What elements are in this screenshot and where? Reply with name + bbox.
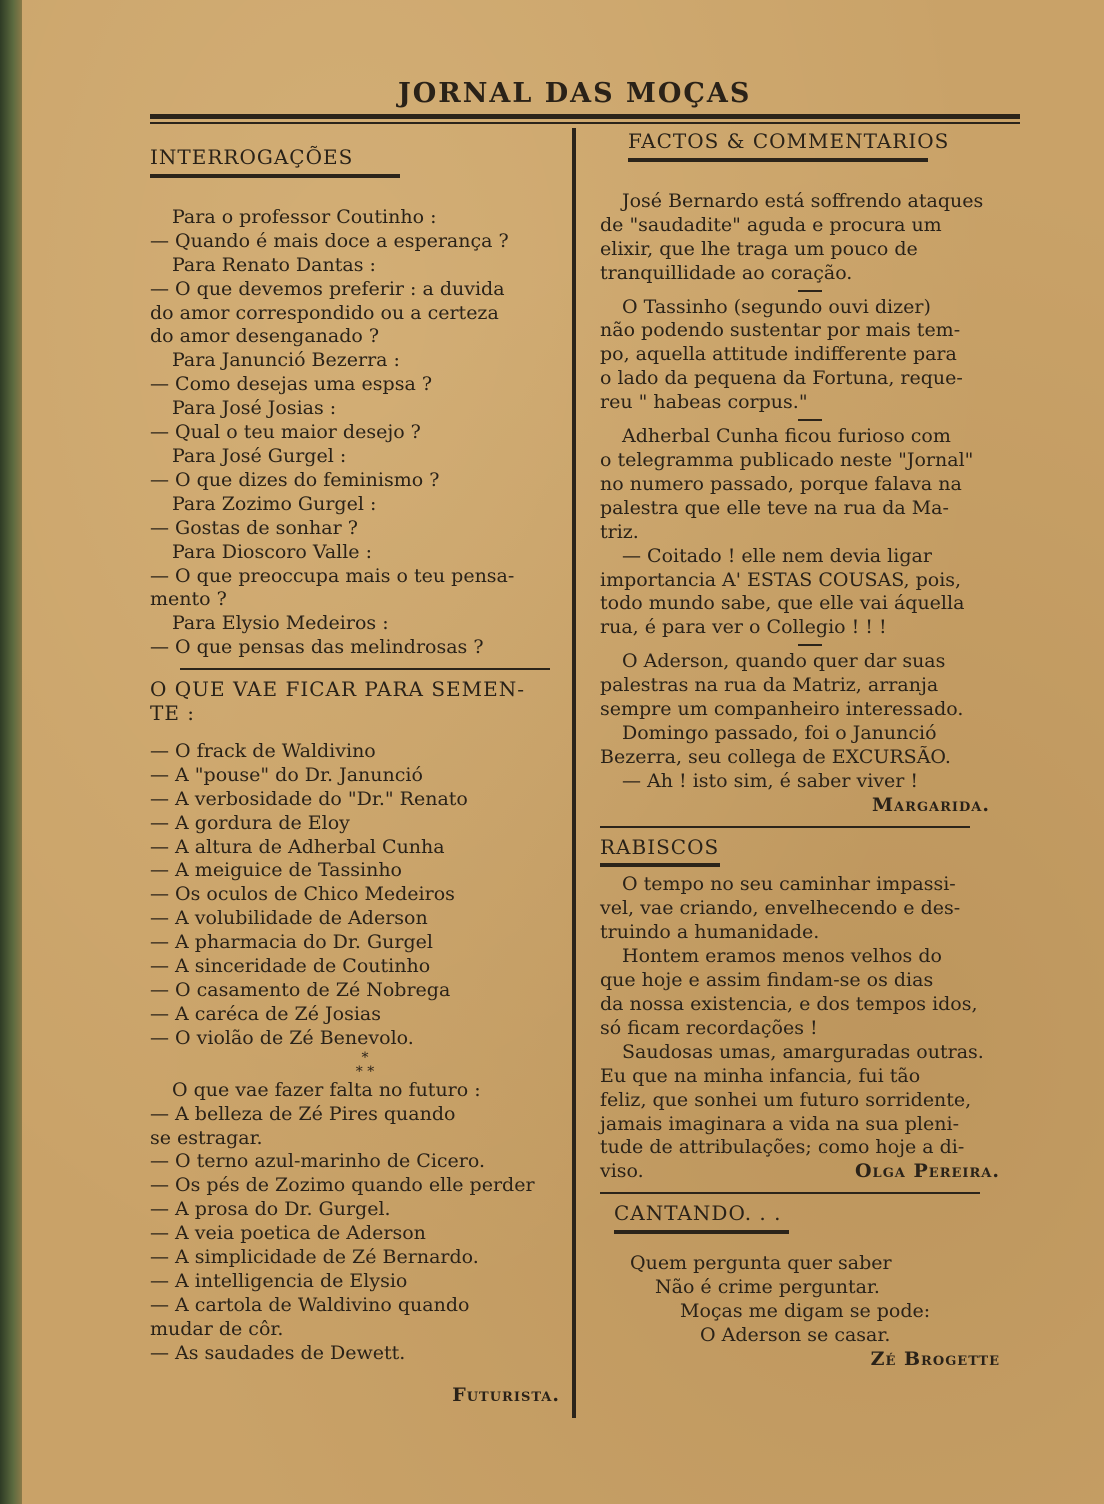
list-item: Para José Gurgel :	[172, 444, 347, 467]
short-rule	[798, 290, 822, 292]
factos-heading: FACTOS & COMMENTARIOS	[628, 129, 950, 153]
text-line-with-signature	[600, 1160, 1020, 1184]
verse-line: Não é crime perguntar.	[655, 1276, 880, 1299]
text-line: jamais imaginara a vida na sua pleni-	[600, 1112, 959, 1135]
text-line: palestras na rua da Matriz, arranja	[600, 674, 939, 697]
text-line: tude de attribulações; como hoje a di-	[600, 1136, 965, 1159]
text-line: triz.	[600, 520, 639, 543]
list-item: — Os oculos de Chico Medeiros	[150, 883, 455, 906]
cantando-heading: CANTANDO. . .	[614, 1201, 782, 1226]
list-item: — A altura de Adherbal Cunha	[150, 835, 445, 858]
cantando-verse	[600, 1252, 1020, 1348]
list-item: — O frack de Waldivino	[150, 739, 376, 762]
list-item: O que vae fazer falta no futuro :	[172, 1078, 481, 1101]
rabiscos-heading: RABISCOS	[600, 834, 720, 859]
interrogacoes-list	[150, 206, 580, 660]
text-line: Hontem eramos menos velhos do	[622, 945, 942, 968]
page-edge	[0, 0, 22, 1504]
text-line: O Tassinho (segundo ouvi dizer)	[622, 295, 931, 318]
text-line: — Coitado ! elle nem devia ligar	[622, 544, 932, 567]
text-line: José Bernardo está soffrendo ataques	[622, 189, 984, 212]
text-line: truindo a humanidade.	[600, 921, 820, 944]
text-line: de "saudadite" aguda e procura um	[600, 213, 942, 236]
factos-paragraph-2	[600, 296, 1020, 416]
short-rule	[798, 419, 822, 421]
list-item: — A "pouse" do Dr. Janunció	[150, 763, 423, 786]
list-item: — A belleza de Zé Pires quando	[150, 1102, 456, 1125]
text-line: que hoje e assim findam-se os dias	[600, 969, 934, 992]
list-item: Para José Josias :	[172, 397, 337, 420]
list-item: — Como desejas uma espsa ?	[150, 373, 433, 396]
section-separator	[600, 1192, 980, 1194]
text-line: Saudosas umas, amarguradas outras.	[622, 1040, 984, 1063]
list-item: — O casamento de Zé Nobrega	[150, 979, 451, 1001]
list-item: — A pharmacia do Dr. Gurgel	[150, 931, 433, 954]
text-line: po, aquella attitude indifferente para	[600, 343, 957, 366]
section-separator	[600, 826, 970, 828]
text-line: importancia A' ESTAS COUSAS, pois,	[600, 568, 962, 591]
text-line: tranquillidade ao coração.	[600, 261, 853, 284]
list-item: Para o professor Coutinho :	[172, 205, 437, 228]
ornament-star: *	[361, 1049, 369, 1066]
text-line: O tempo no seu caminhar impassi-	[622, 873, 956, 896]
text-line: o telegramma publicado neste "Jornal"	[600, 448, 974, 471]
verse-line: Moças me digam se pode:	[680, 1299, 931, 1322]
text-line: Eu que na minha infancia, fui tão	[600, 1064, 921, 1087]
masthead-title: JORNAL DAS MOÇAS	[398, 78, 752, 109]
text-line: o lado da pequena da Fortuna, reque-	[600, 367, 963, 390]
text-line: vel, vae criando, envelhecendo e des-	[600, 897, 961, 920]
list-item: — Gostas de sonhar ?	[150, 516, 358, 539]
left-column	[150, 146, 580, 1408]
list-item: — A veia poetica de Aderson	[150, 1222, 426, 1245]
list-item: — O que preoccupa mais o teu pensa-	[150, 564, 515, 587]
signature-ze-brogette: Zé Brogette	[870, 1347, 1000, 1370]
text-line: Adherbal Cunha ficou furioso com	[622, 425, 951, 448]
factos-paragraph-1	[600, 190, 1020, 286]
list-item: — A cartola de Waldivino quando	[150, 1293, 470, 1316]
list-item: mento ?	[150, 588, 227, 611]
list-item: — O que devemos preferir : a duvida	[150, 277, 505, 300]
signature-futurista: Futurista.	[452, 1383, 560, 1406]
text-line: só ficam recordações !	[600, 1016, 818, 1039]
semente-heading: O QUE VAE FICAR PARA SEMEN-	[150, 677, 525, 702]
text-line: — Ah ! isto sim, é saber viver !	[622, 769, 919, 792]
masthead	[150, 78, 1020, 126]
semente-heading-cont: TE :	[150, 701, 196, 726]
list-item: — A caréca de Zé Josias	[150, 1002, 381, 1025]
semente-list	[150, 740, 580, 1051]
text-line: Bezerra, seu collega de EXCURSÃO.	[600, 745, 951, 768]
text-line: da nossa existencia, e dos tempos idos,	[600, 993, 978, 1015]
ornament-star-pair: * *	[355, 1063, 375, 1080]
text-line: elixir, que lhe traga um pouco de	[600, 237, 918, 260]
list-item: Para Zozimo Gurgel :	[172, 492, 377, 515]
list-item: do amor desenganado ?	[150, 325, 380, 348]
ornament-stars	[150, 1051, 580, 1079]
text-line: O Aderson, quando quer dar suas	[622, 650, 946, 673]
list-item: Para Dioscoro Valle :	[172, 540, 372, 563]
list-item: Para Janunció Bezerra :	[172, 349, 400, 372]
short-rule	[798, 644, 822, 646]
falta-list	[150, 1079, 580, 1366]
text-line: não podendo sustentar por mais tem-	[600, 319, 961, 342]
verse-line: O Aderson se casar.	[700, 1323, 891, 1346]
list-item: — A sinceridade de Coutinho	[150, 955, 431, 978]
list-item: — A prosa do Dr. Gurgel.	[150, 1198, 391, 1221]
list-item: Para Renato Dantas :	[172, 253, 376, 276]
signature-margarida: Margarida.	[872, 793, 990, 816]
text-line: Domingo passado, foi o Janunció	[622, 721, 937, 744]
list-item: — Quando é mais doce a esperança ?	[150, 229, 509, 252]
list-item: — A gordura de Eloy	[150, 811, 350, 834]
list-item: — As saudades de Dewett.	[150, 1341, 406, 1364]
list-item: — A verbosidade do "Dr." Renato	[150, 787, 468, 810]
list-item: — A meiguice de Tassinho	[150, 859, 403, 882]
factos-paragraph-3	[600, 425, 1020, 640]
text-line: palestra que elle teve na rua da Ma-	[600, 496, 949, 519]
right-column	[600, 130, 1020, 1372]
list-item: — A volubilidade de Aderson	[150, 907, 428, 930]
text-line: no numero passado, porque falava na	[600, 472, 962, 495]
rabiscos-text	[600, 873, 1020, 1184]
text-line: viso.	[600, 1160, 644, 1183]
section-separator	[180, 668, 550, 670]
list-item: mudar de côr.	[150, 1317, 284, 1340]
list-item: — Qual o teu maior desejo ?	[150, 421, 421, 444]
list-item: — O que dizes do feminismo ?	[150, 468, 440, 491]
list-item: — O terno azul-marinho de Cicero.	[150, 1150, 486, 1173]
list-item: — O que pensas das melindrosas ?	[150, 636, 484, 659]
list-item: Para Elysio Medeiros :	[172, 612, 389, 635]
list-item: — A intelligencia de Elysio	[150, 1269, 408, 1292]
text-line: rua, é para ver o Collegio ! ! !	[600, 616, 887, 639]
text-line: feliz, que sonhei um futuro sorridente,	[600, 1088, 972, 1111]
text-line: sempre um companheiro interessado.	[600, 698, 964, 721]
masthead-rule-thin	[150, 122, 1020, 124]
list-item: — O violão de Zé Benevolo.	[150, 1026, 414, 1049]
signature-olga: Olga Pereira.	[855, 1160, 1000, 1183]
list-item: do amor correspondido ou a certeza	[150, 301, 499, 324]
text-line: todo mundo sabe, que elle vai áquella	[600, 592, 965, 615]
list-item: se estragar.	[150, 1126, 263, 1149]
list-item: — Os pés de Zozimo quando elle perder	[150, 1174, 535, 1197]
interrogacoes-heading: INTERROGAÇÕES	[150, 145, 354, 169]
list-item: — A simplicidade de Zé Bernardo.	[150, 1246, 479, 1269]
masthead-rule	[150, 114, 1020, 119]
verse-line: Quem pergunta quer saber	[630, 1252, 892, 1275]
factos-paragraph-4	[600, 650, 1020, 793]
text-line: reu " habeas corpus."	[600, 391, 808, 414]
